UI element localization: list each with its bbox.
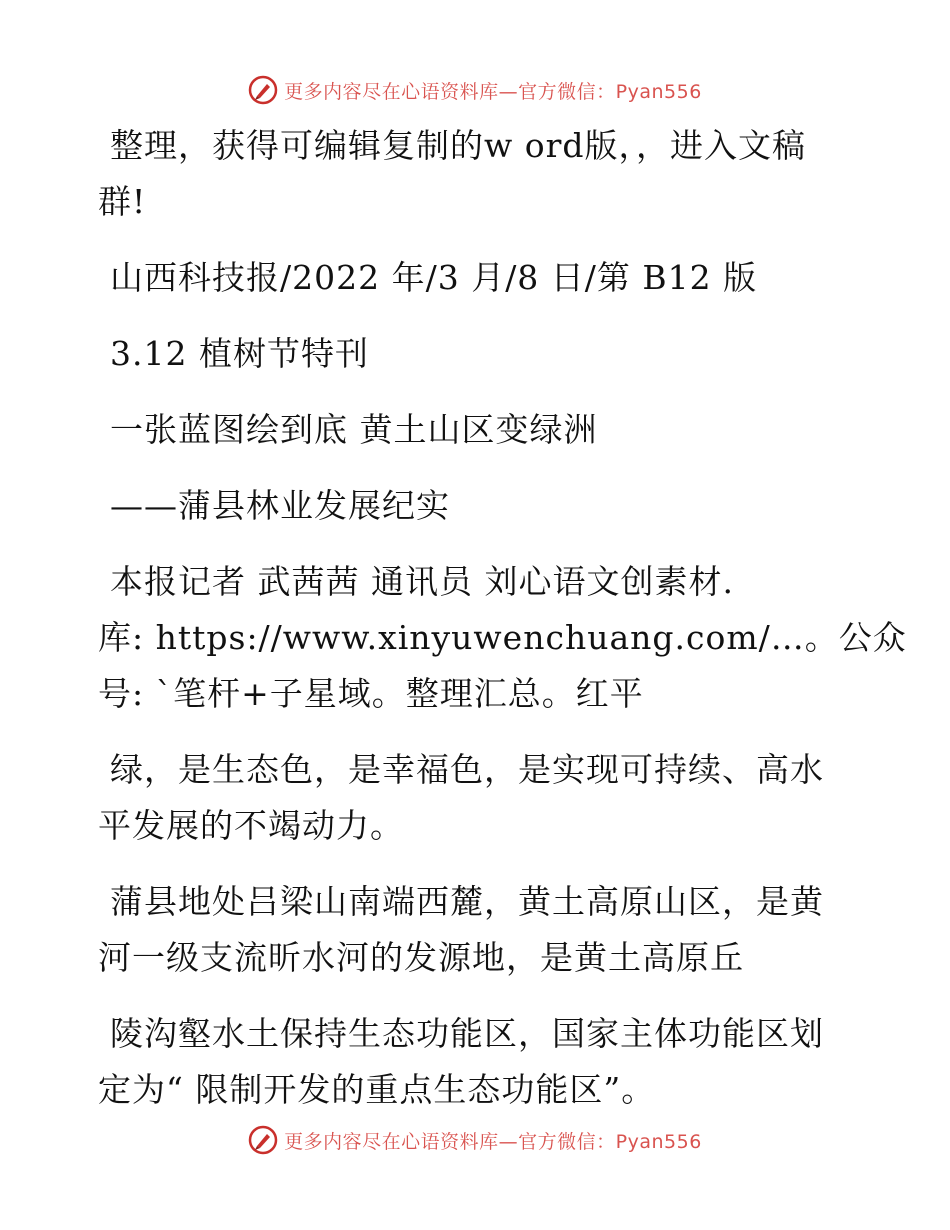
paragraph-line: 群! (98, 182, 147, 221)
byline-line: 库: https://www.xinyuwenchuang.com/…。公众 (98, 618, 907, 657)
byline-line: 号: `笔杆+子星域。整理汇总。红平 (98, 674, 644, 713)
watermark-text: 更多内容尽在心语资料库—官方微信：Pyan556 (284, 1130, 702, 1153)
pen-logo-icon (248, 75, 278, 105)
byline-line: 本报记者 武茜茜 通讯员 刘心语文创素材. (110, 562, 734, 601)
top-watermark-banner (0, 70, 950, 110)
paragraph-line: 定为“ 限制开发的重点生态功能区”。 (98, 1070, 656, 1109)
source-line: 山西科技报/2022 年/3 月/8 日/第 B12 版 (110, 258, 758, 297)
bottom-watermark-banner (0, 1120, 950, 1160)
column-title: 3.12 植树节特刊 (110, 334, 369, 373)
paragraph-line: 整理，获得可编辑复制的w ord版，，进入文稿 (110, 126, 807, 165)
pen-logo-icon (248, 1125, 278, 1155)
watermark-text: 更多内容尽在心语资料库—官方微信：Pyan556 (284, 80, 702, 103)
headline: 一张蓝图绘到底 黄土山区变绿洲 (110, 410, 598, 449)
document-body (98, 118, 907, 1118)
paragraph-line: 蒲县地处吕梁山南端西麓，黄土高原山区，是黄 (110, 882, 824, 921)
paragraph-line: 河一级支流昕水河的发源地，是黄土高原丘 (98, 938, 744, 977)
paragraph-line: 平发展的不竭动力。 (98, 806, 404, 845)
paragraph-line: 绿，是生态色，是幸福色，是实现可持续、高水 (110, 750, 824, 789)
paragraph-line: 陵沟壑水土保持生态功能区，国家主体功能区划 (110, 1014, 824, 1053)
subheadline: ——蒲县林业发展纪实 (110, 486, 450, 525)
